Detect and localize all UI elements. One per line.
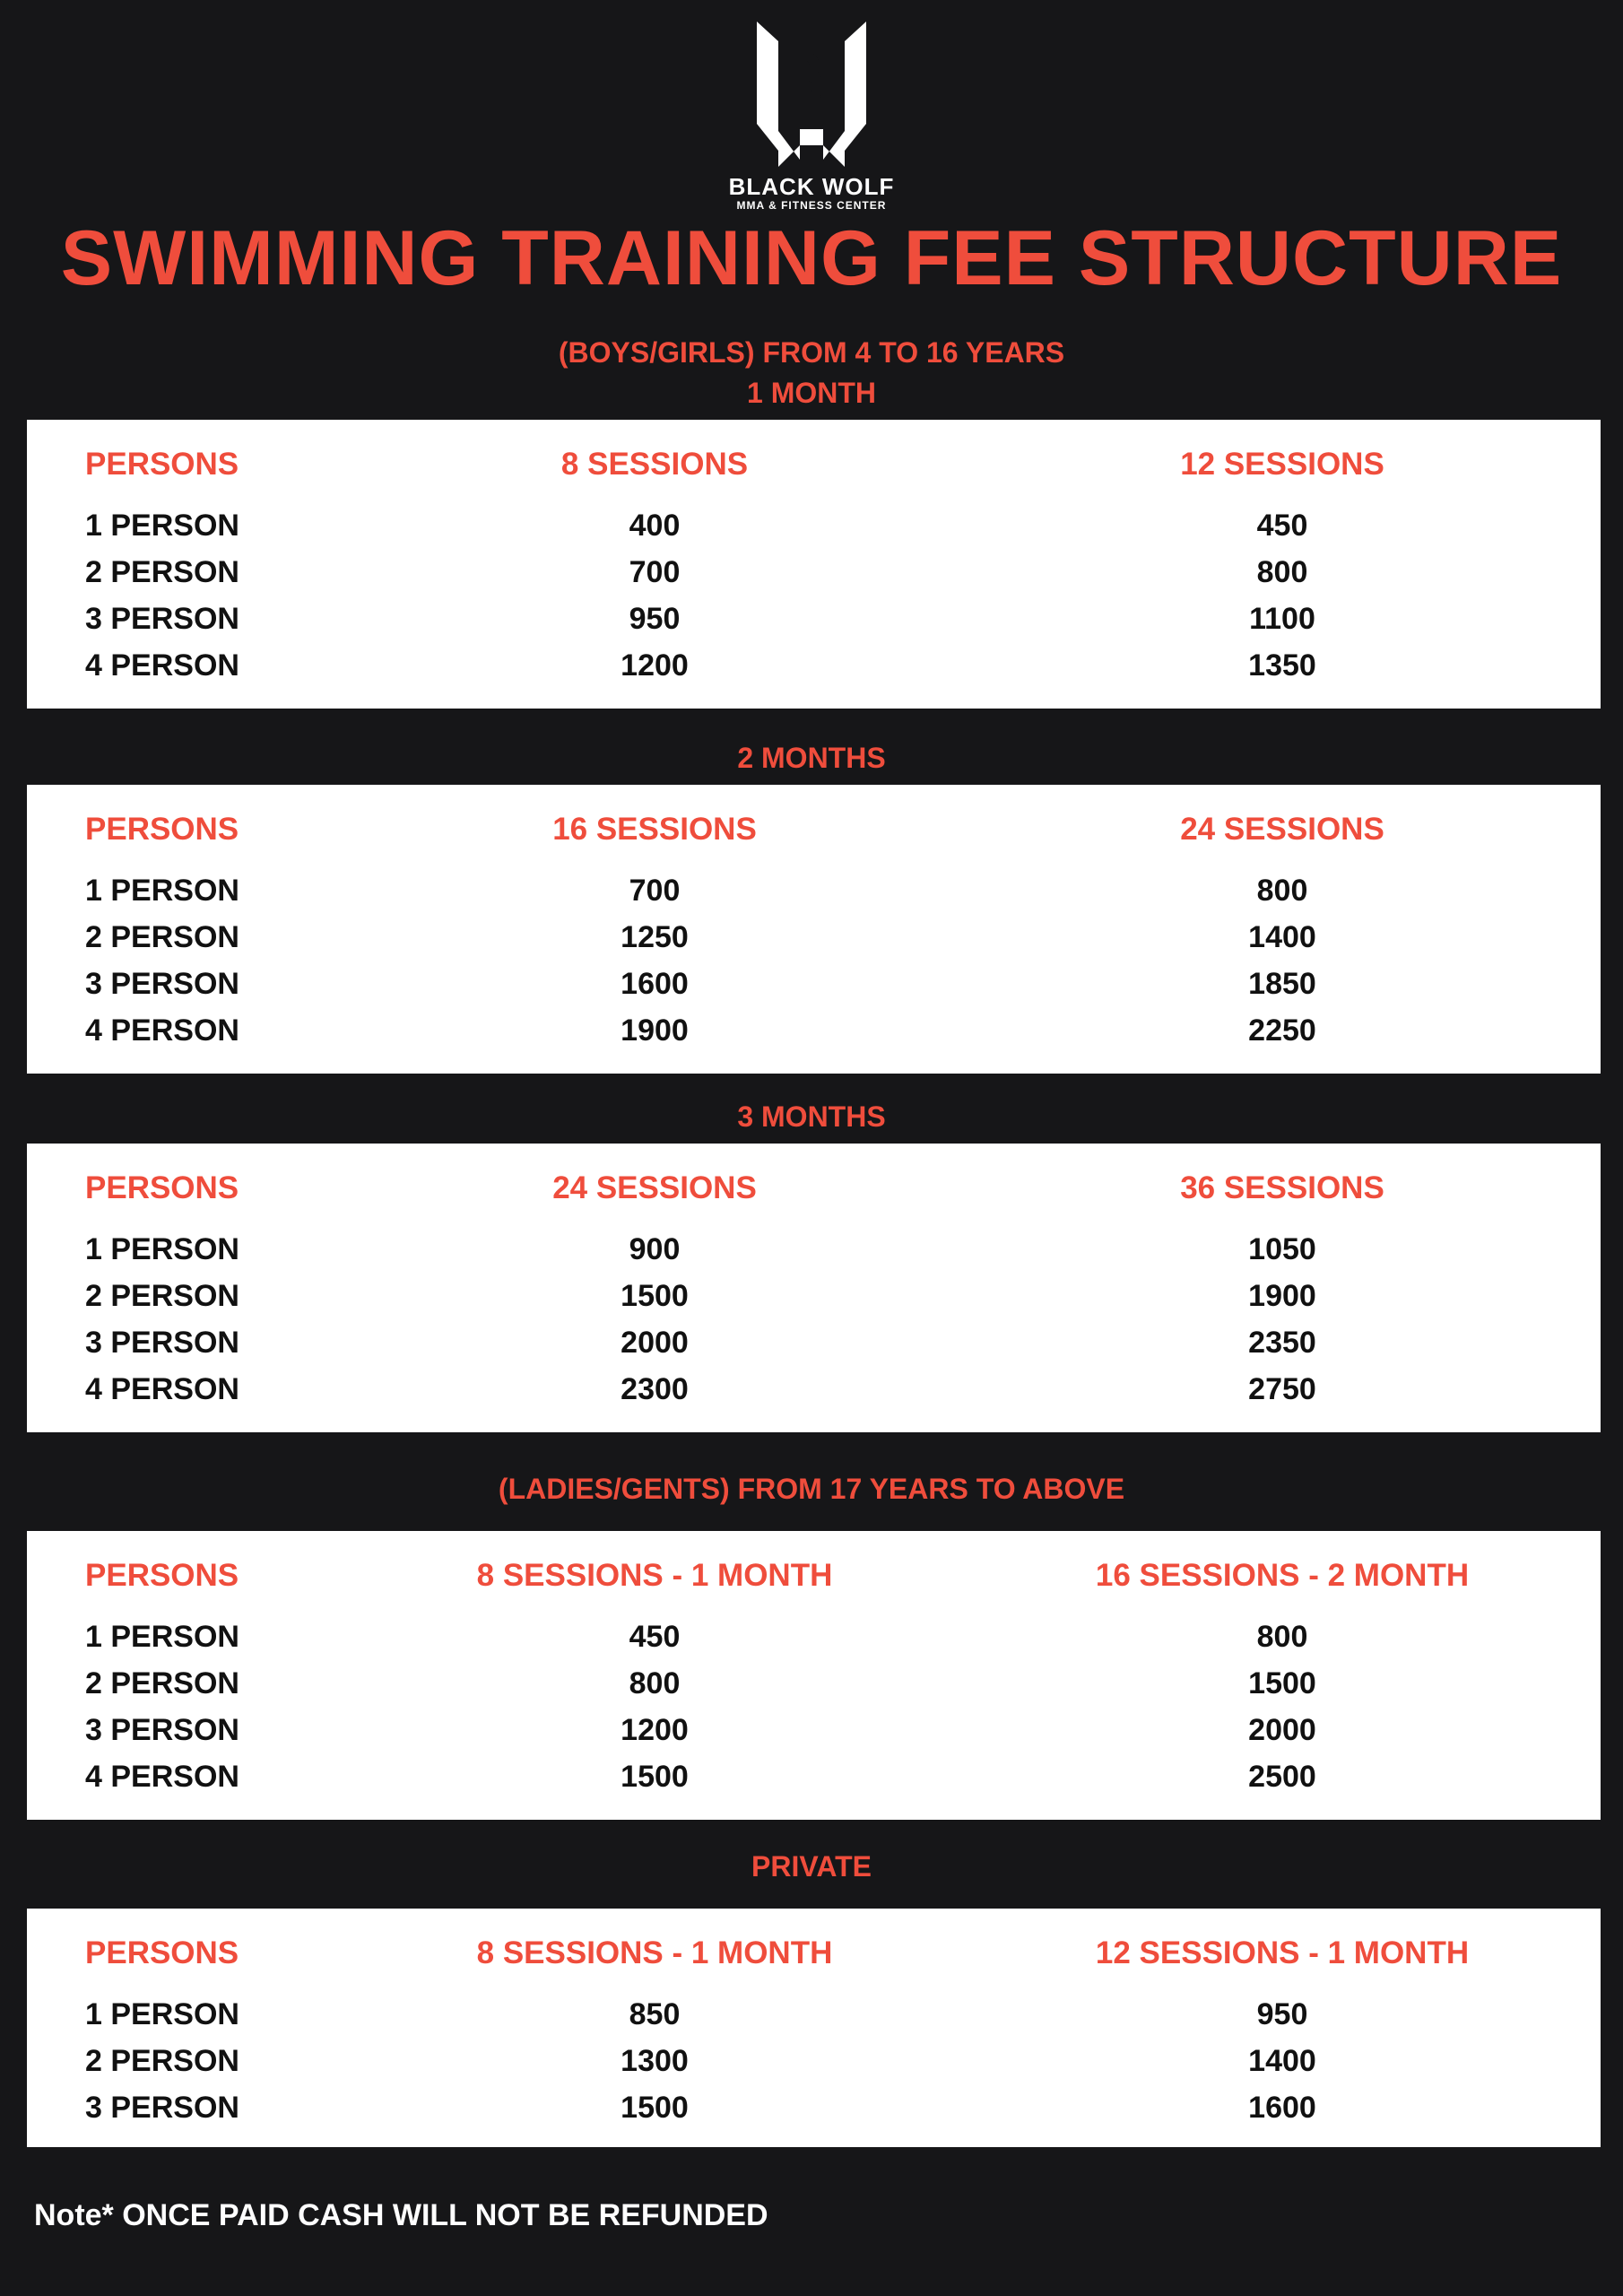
price-cell: 800 [1256,555,1308,589]
fee-table-private [27,1909,1601,2147]
column-header-option-1: 24 SESSIONS [552,1170,757,1205]
table-row [27,549,1601,596]
persons-cell: 2 PERSON [85,555,239,589]
price-cell: 1500 [1248,1666,1316,1700]
price-cell: 1350 [1248,648,1316,683]
column-header-option-2: 36 SESSIONS [1180,1170,1384,1205]
table-row [27,1007,1601,1054]
price-cell: 800 [1256,1620,1308,1654]
price-cell: 1500 [621,2091,689,2125]
persons-cell: 2 PERSON [85,1279,239,1313]
column-header-option-1: 8 SESSIONS [560,447,749,482]
column-header-persons: PERSONS [85,1935,239,1970]
price-cell: 1400 [1248,2044,1316,2078]
table-row [27,1273,1601,1319]
column-header-option-2: 12 SESSIONS [1180,447,1384,482]
price-cell: 400 [629,509,681,543]
price-cell: 900 [629,1232,681,1266]
table-header-row [27,1165,1601,1212]
price-cell: 800 [1256,874,1308,908]
price-cell: 1500 [621,1279,689,1313]
persons-cell: 3 PERSON [85,602,239,636]
persons-cell: 1 PERSON [85,874,239,908]
fee-table-kids-1-month [27,420,1601,709]
section-2-heading: 2 MONTHS [737,742,886,774]
wolf-logo-icon [753,16,870,167]
price-cell: 1250 [621,920,689,954]
price-cell: 1900 [621,1013,689,1048]
table-row [27,1753,1601,1800]
persons-cell: 1 PERSON [85,509,239,543]
price-cell: 1600 [1248,2091,1316,2125]
table-row [27,596,1601,642]
column-header-persons: PERSONS [85,812,239,847]
table-row [27,914,1601,961]
persons-cell: 2 PERSON [85,2044,239,2078]
persons-cell: 2 PERSON [85,920,239,954]
table-row [27,1226,1601,1273]
table-row [27,1319,1601,1366]
price-cell: 2300 [621,1372,689,1406]
table-row [27,2084,1601,2131]
price-cell: 1200 [621,648,689,683]
table-header-row [27,1930,1601,1977]
price-cell: 1050 [1248,1232,1316,1266]
price-cell: 1200 [621,1713,689,1747]
column-header-option-2: 12 SESSIONS - 1 MONTH [1095,1935,1470,1970]
price-cell: 950 [629,602,681,636]
table-header-row [27,806,1601,853]
price-cell: 2250 [1248,1013,1316,1048]
section-5-heading: PRIVATE [751,1850,872,1883]
table-header-row [27,1552,1601,1599]
column-header-option-1: 16 SESSIONS [552,812,757,847]
price-cell: 2000 [1248,1713,1316,1747]
persons-cell: 1 PERSON [85,1232,239,1266]
table-row [27,867,1601,914]
persons-cell: 3 PERSON [85,967,239,1001]
table-row [27,961,1601,1007]
price-cell: 450 [1256,509,1308,543]
persons-cell: 3 PERSON [85,1326,239,1360]
persons-cell: 4 PERSON [85,1372,239,1406]
page-title: SWIMMING TRAINING FEE STRUCTURE [60,215,1563,301]
brand-logo [0,16,1623,212]
persons-cell: 4 PERSON [85,1760,239,1794]
price-cell: 1300 [621,2044,689,2078]
persons-cell: 4 PERSON [85,1013,239,1048]
price-cell: 2500 [1248,1760,1316,1794]
persons-cell: 4 PERSON [85,648,239,683]
brand-name: BLACK WOLF [728,173,895,200]
brand-tagline: MMA & FITNESS CENTER [736,199,887,212]
column-header-persons: PERSONS [85,1170,239,1205]
table-row [27,1707,1601,1753]
section-1-heading: (BOYS/GIRLS) FROM 4 TO 16 YEARS [558,336,1065,369]
price-cell: 700 [629,555,681,589]
price-cell: 700 [629,874,681,908]
column-header-persons: PERSONS [85,447,239,482]
section-1-subheading: 1 MONTH [747,377,876,409]
persons-cell: 3 PERSON [85,1713,239,1747]
fee-table-adults [27,1531,1601,1820]
table-row [27,2038,1601,2084]
price-cell: 2350 [1248,1326,1316,1360]
table-header-row [27,441,1601,488]
persons-cell: 1 PERSON [85,1997,239,2031]
fee-table-kids-3-months [27,1144,1601,1432]
table-row [27,1991,1601,2038]
table-row [27,1660,1601,1707]
fee-table-kids-2-months [27,785,1601,1074]
persons-cell: 2 PERSON [85,1666,239,1700]
persons-cell: 3 PERSON [85,2091,239,2125]
price-cell: 1100 [1249,602,1315,636]
price-cell: 2000 [621,1326,689,1360]
price-cell: 1600 [621,967,689,1001]
price-cell: 2750 [1248,1372,1316,1406]
table-row [27,642,1601,689]
section-3-heading: 3 MONTHS [737,1100,886,1133]
column-header-option-2: 16 SESSIONS - 2 MONTH [1095,1558,1470,1593]
price-cell: 950 [1256,1997,1308,2031]
price-cell: 850 [629,1997,681,2031]
price-cell: 1500 [621,1760,689,1794]
column-header-option-1: 8 SESSIONS - 1 MONTH [476,1935,833,1970]
table-row [27,1366,1601,1413]
column-header-option-2: 24 SESSIONS [1180,812,1384,847]
column-header-option-1: 8 SESSIONS - 1 MONTH [476,1558,833,1593]
price-cell: 450 [629,1620,681,1654]
price-cell: 800 [629,1666,681,1700]
column-header-persons: PERSONS [85,1558,239,1593]
table-row [27,502,1601,549]
price-cell: 1850 [1248,967,1316,1001]
section-4-heading: (LADIES/GENTS) FROM 17 YEARS TO ABOVE [498,1473,1125,1505]
price-cell: 1400 [1248,920,1316,954]
persons-cell: 1 PERSON [85,1620,239,1654]
table-row [27,1613,1601,1660]
refund-note: Note* ONCE PAID CASH WILL NOT BE REFUNDED [34,2198,768,2232]
price-cell: 1900 [1248,1279,1316,1313]
